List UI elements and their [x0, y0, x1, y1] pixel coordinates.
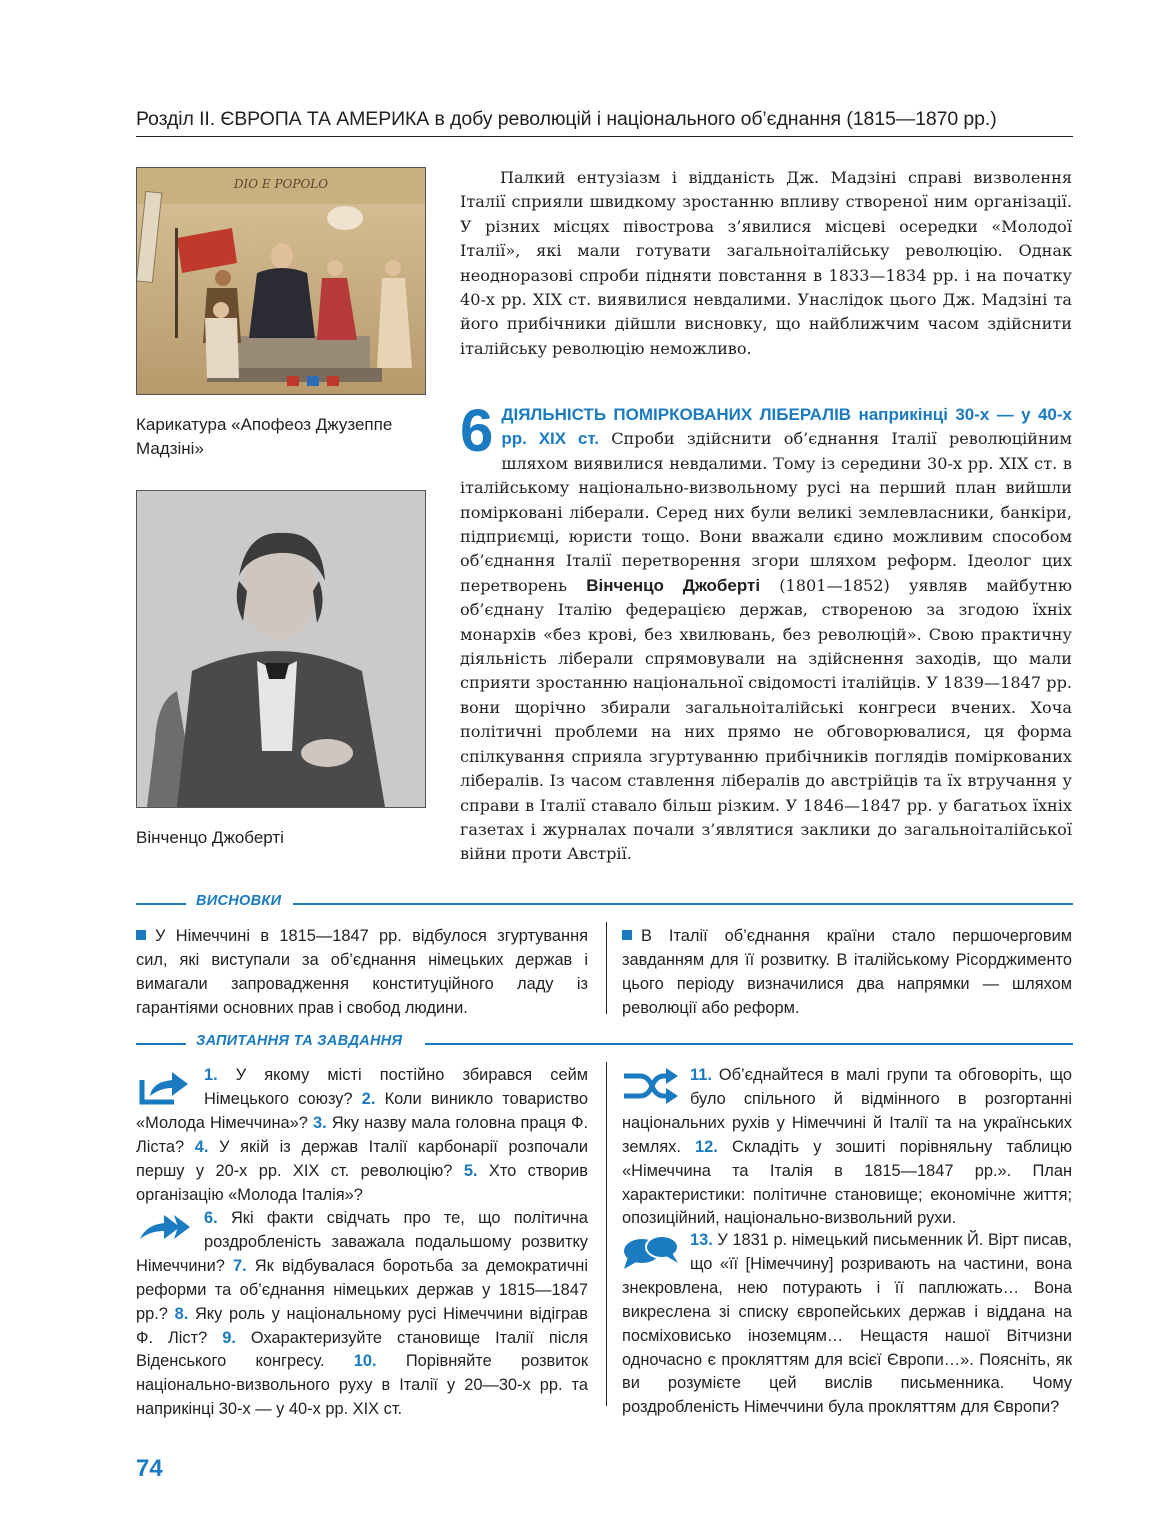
question-number: 1. [204, 1066, 218, 1084]
double-arrow-icon [136, 1209, 196, 1249]
question-number: 8. [174, 1304, 189, 1323]
section-6 [460, 397, 1072, 867]
section-6-text [460, 397, 1072, 867]
page-number: 74 [136, 1455, 163, 1482]
question-text: Об’єднайтеся в малі групи та обговоріть, що було спільного й відмінного в розгортанні національних рухів у Німеччині й Італії та на українських землях. [622, 1066, 1072, 1156]
conclusion-right [622, 924, 1072, 1020]
question-text: Порівняйте розвиток національно-визвольного руху в Італії у 20—30-х рр. та наприкінці 30-х — у 40-х рр. XIX ст. [136, 1352, 588, 1419]
banner-text: DIO E POPOLO [233, 177, 329, 191]
paragraph-mazzini: Палкий ентузіазм і відданість Дж. Мадзіні справі визволення Італії сприяли швидкому зростанню впливу створеної ним організації. У різних місцях півострова з’явилися місцеві осередки «Молодої Італії», які мали готувати загальноіталійську революцію. Однак неодноразові спроби підняти повстання в 1833—1834 рр. і на початку 40-х рр. XIX ст. виявилися невдалими. Унаслідок цього Дж. Мадзіні та його прибічники дійшли висновку, що найближчим часом здійснити італійську революцію неможливо. [460, 168, 1072, 358]
conclusions-line-left [136, 903, 186, 905]
question-number: 13. [690, 1231, 713, 1249]
running-header: Розділ ІІ. ЄВРОПА ТА АМЕРИКА в добу революцій і національного об’єднання (1815—1870 рр.) [136, 108, 997, 130]
conclusion-left [136, 924, 588, 1020]
gioberti-portrait-image [136, 490, 426, 808]
questions-line-right [425, 1043, 1073, 1045]
conclusion-right-text: В Італії об’єднання країни стало першочерговим завданням для її розвитку. В італійському Рісорджименто цього періоду визначилися два напрямки — шляхом революції або реформ. [622, 927, 1072, 1017]
question-text: Коли виникло товариство «Молода Німеччина»? [136, 1089, 588, 1132]
conclusion-left-text: У Німеччині в 1815—1847 рр. відбулося згуртування сил, які виступали за об’єднання німецьких держав і вимагали запровадження конституційного ладу із гарантіями основних прав і свобод людини. [136, 927, 588, 1017]
bullet-square-icon [136, 930, 146, 940]
questions-6-10 [136, 1207, 588, 1422]
question-number: 2. [361, 1089, 376, 1108]
person-name: Вінченцо Джоберті [586, 575, 761, 595]
section-title: ДІЯЛЬНІСТЬ ПОМІРКОВАНИХ ЛІБЕРАЛІВ наприкінці 30-х — у 40-х рр. XIX ст. [501, 405, 1072, 449]
figure1-caption: Карикатура «Апофеоз Джузеппе Мадзіні» [136, 415, 393, 458]
questions-title: ЗАПИТАННЯ ТА ЗАВДАННЯ [196, 1033, 403, 1049]
question-number: 3. [312, 1113, 327, 1132]
question-text: Яку роль у національному русі Німеччини відіграв Ф. Ліст? [136, 1304, 588, 1347]
question-text: Хто створив організацію «Молода Італія»? [136, 1161, 588, 1204]
section-text-part1: Спроби здійснити об’єднання Італії революційним шляхом виявилися невдалими. Тому із середини 30-х рр. XIX ст. в італійському національно-визвольному русі на перший план вийшли помірковані ліберали. Серед них були великі землевласники, банкіри, підприємці, юристи тощо. Вони вважали єдино можливим способом об’єднання Італії перетворення згори шляхом реформ. Ідеолог цих перетворень [460, 429, 1072, 595]
question-text: Які факти свідчать про те, що політична роздробленість заважала подальшому розвитку Німеччини? [136, 1209, 588, 1275]
question-number: 11. [690, 1066, 712, 1084]
question-text: У якій із держав Італії карбонарії розпочали першу у 20-х рр. XIX ст. революцію? [136, 1137, 589, 1180]
question-number: 10. [353, 1352, 377, 1371]
question-number: 7. [233, 1256, 247, 1275]
question-13 [622, 1229, 1072, 1420]
section-text-part2: (1801—1852) уявляв майбутню об’єднану Італію федерацією держав, створеною за згодою їхніх монархів «без крові, без хвилювань, без революцій». Свою практичну діяльність ліберали спрямовували на здійснення заходів, що мали сприяти зростанню національної свідомості італійців. У 1839—1847 рр. вони щорічно збирали загальноіталійські конгреси вчених. Хоча політичні проблеми на них прямо не обговорювалися, ця форма спілкування сприяла згуртуванню прибічників поглядів поміркованих лібералів. Із часом ставлення лібералів до австрійців та їх втручання у справи в Італії ставало більш різким. У 1846—1847 рр. у багатьох їхніх газетах і журналах почали з’являтися заклики до загальноіталійської війни проти Австрії. [460, 575, 1072, 864]
header-rule [136, 136, 1073, 137]
speech-bubbles-icon [622, 1231, 682, 1271]
bullet-square-icon [622, 930, 632, 940]
questions-block-4 [622, 1229, 1072, 1420]
question-text: Як відбувалася боротьба за демократичні реформи та об’єднання німецьких держав у 1815—1847 рр.? [136, 1256, 588, 1323]
questions-1-5 [136, 1064, 588, 1207]
section-number: 6 [460, 397, 494, 464]
conclusions-divider [606, 922, 607, 1014]
mazzini-caricature-image [136, 167, 426, 395]
question-text: Охарактеризуйте становище Італії після Віденського конгресу. [136, 1328, 588, 1371]
questions-divider [606, 1062, 607, 1406]
question-number: 12. [695, 1137, 718, 1156]
share-arrow-icon [136, 1066, 196, 1106]
questions-11-12 [622, 1064, 1072, 1231]
question-text: Складіть у зошиті порівняльну таблицю «Німеччина та Італія в 1815—1847 рр.». План характеристики: політичне становище; економічне життя; опозиційний, національно-визвольний рухи. [622, 1137, 1072, 1228]
question-number: 9. [222, 1328, 236, 1347]
questions-block-1 [136, 1064, 588, 1207]
question-text: Яку назву мала головна праця Ф. Ліста? [136, 1113, 588, 1156]
questions-block-2 [136, 1207, 588, 1422]
conclusions-line-right [293, 903, 1073, 905]
figure2-caption: Вінченцо Джоберті [136, 828, 284, 847]
shuffle-arrows-icon [622, 1066, 682, 1106]
questions-block-3 [622, 1064, 1072, 1231]
conclusions-title: ВИСНОВКИ [196, 893, 282, 909]
question-text: У якому місті постійно збирався сейм Німецького союзу? [204, 1066, 588, 1108]
question-number: 5. [463, 1161, 478, 1180]
question-number: 6. [204, 1209, 218, 1227]
questions-line-left [136, 1043, 186, 1045]
question-text: У 1831 р. німецький письменник Й. Вірт писав, що «її [Німеччину] розривають на частини, вона знекровлена, нею потурають і її паплюжать… Вона викреслена зі списку європейських держав і віддана на посміховисько іноземцям… Нещастя нашої Вітчизни одночасно є прокляттям для всієї Європи…». Поясніть, як ви розумієте цей вислів письменника. Чому роздробленість Німеччини була прокляттям для Європи? [622, 1231, 1072, 1417]
question-number: 4. [194, 1137, 209, 1156]
